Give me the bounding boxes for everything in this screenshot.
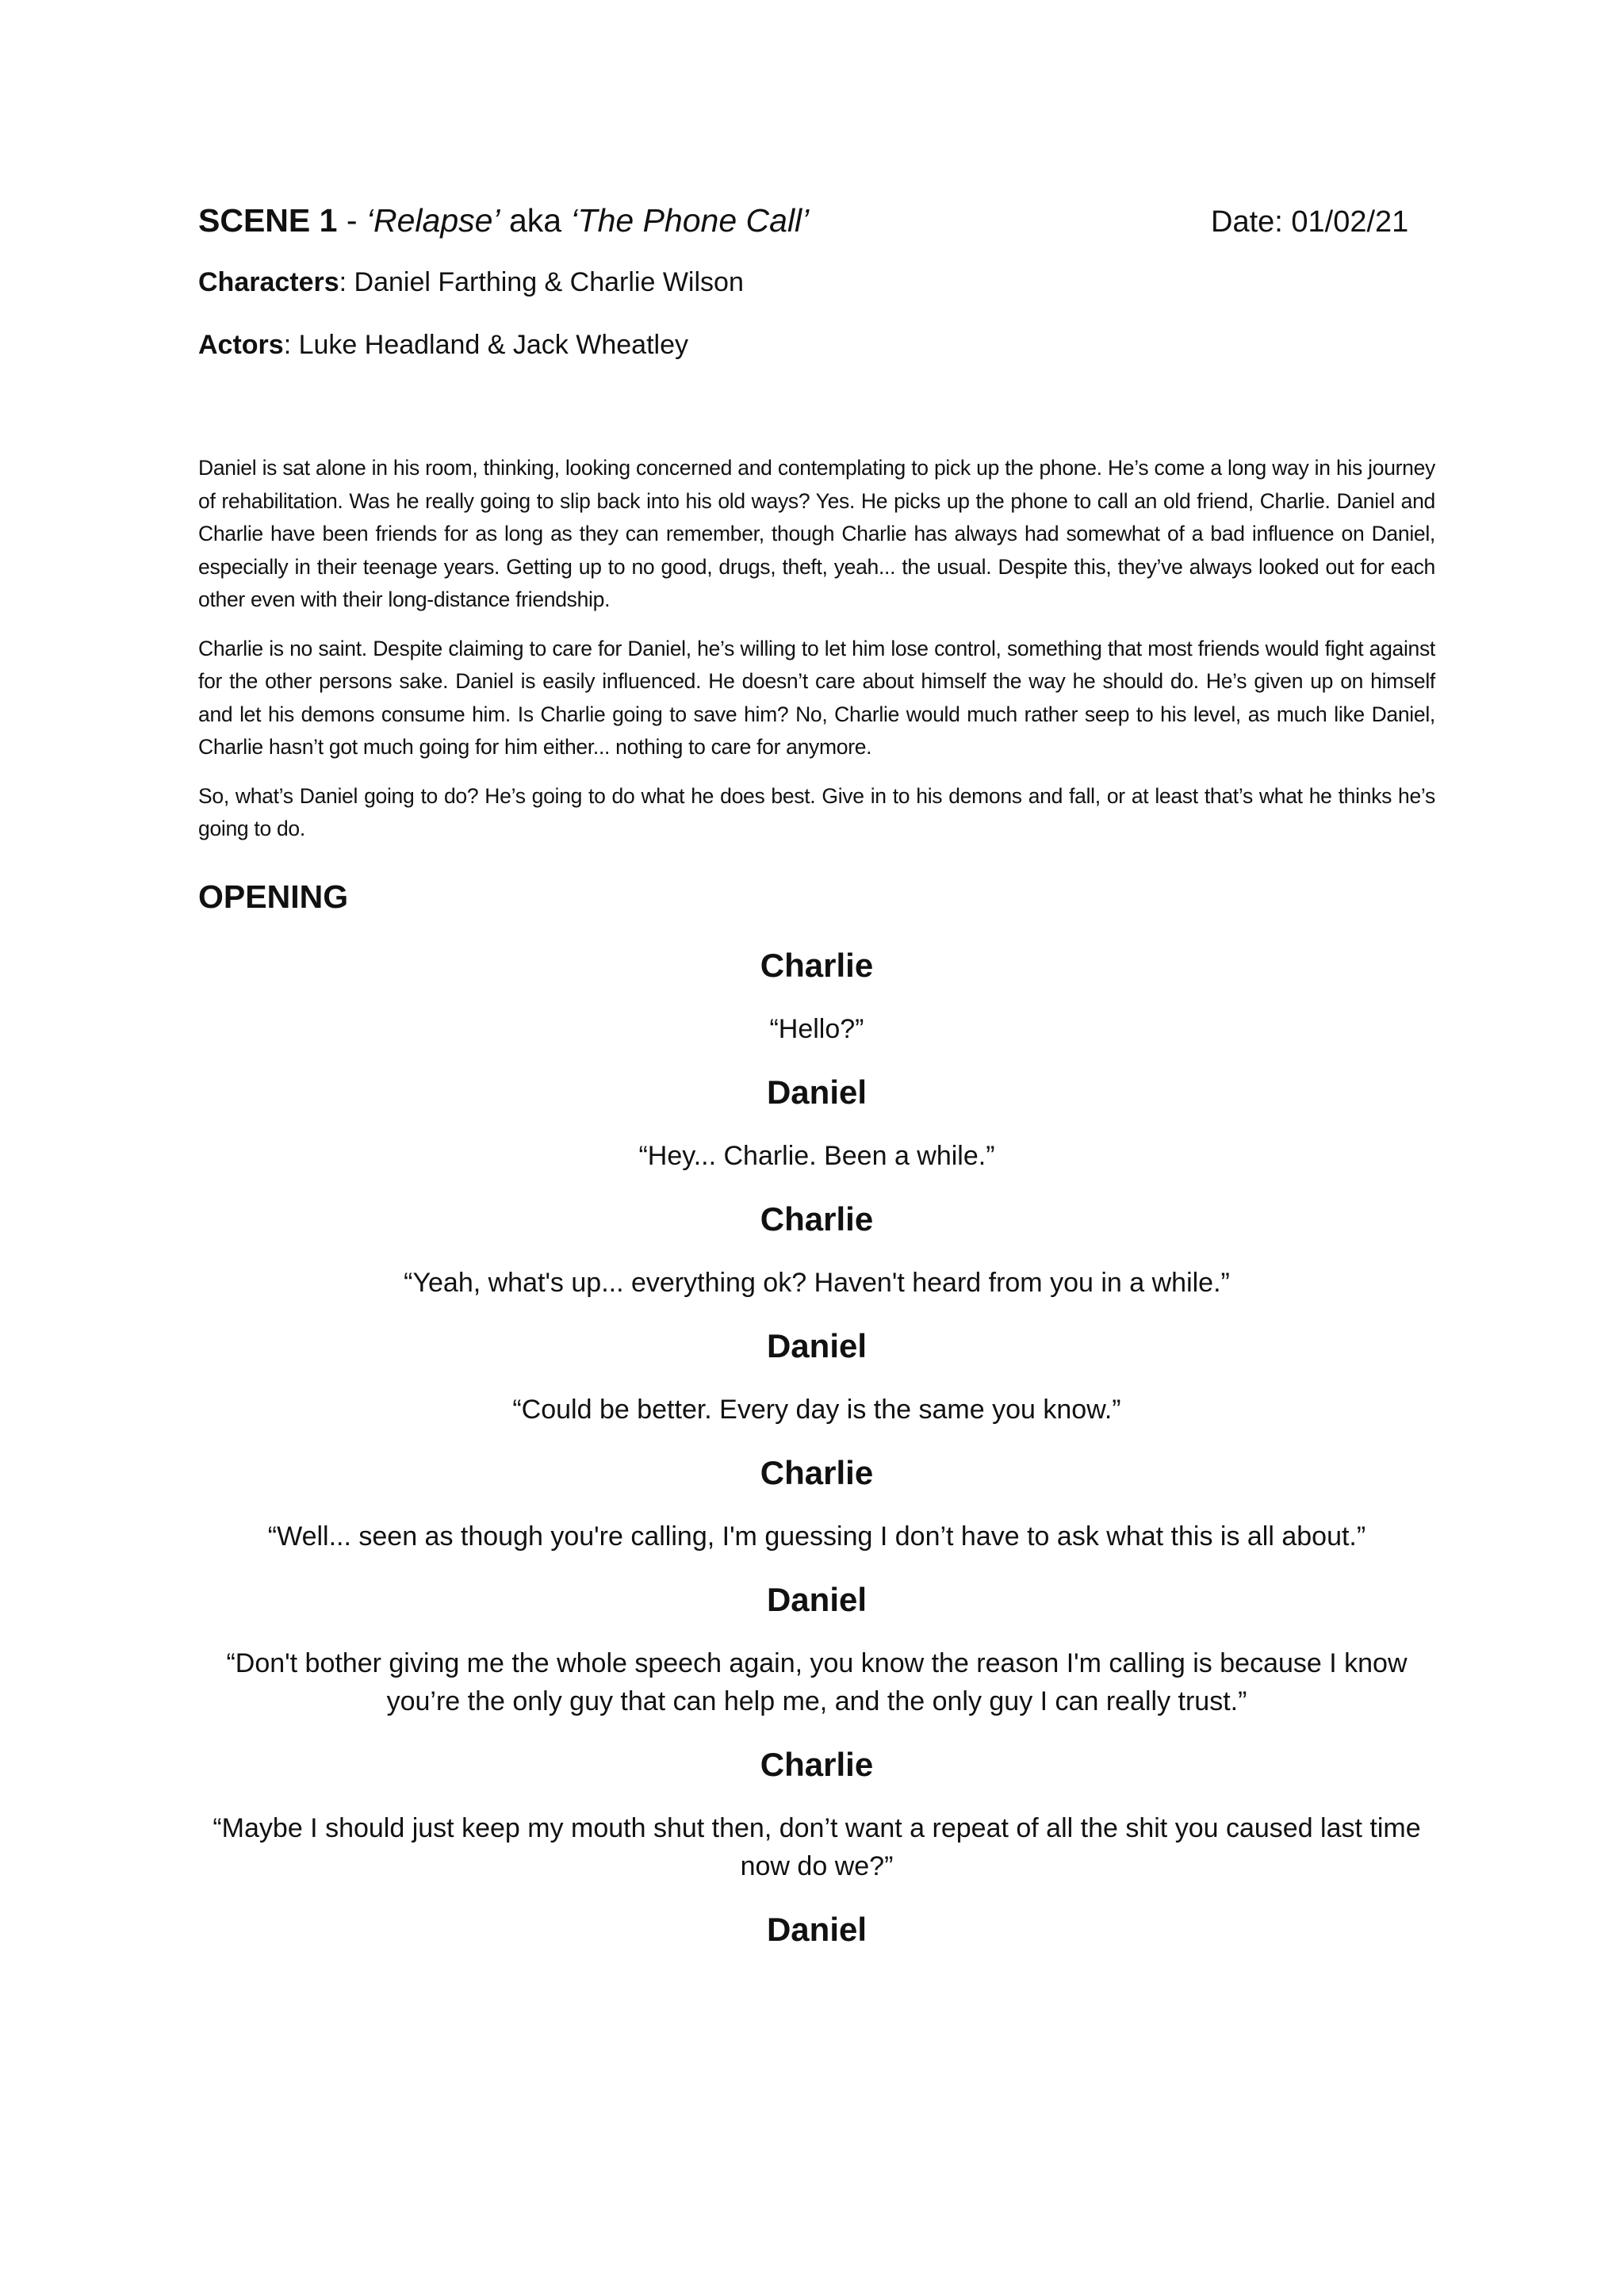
synopsis: [198, 452, 1435, 862]
aka-text: aka: [500, 202, 571, 239]
synopsis-paragraph: Charlie is no saint. Despite claiming to care for Daniel, he’s willing to let him lose control, something that most friends would fight against for the other persons sake. Daniel is easily influenced. He doesn’t care about himself the way he should do. He’s given up on himself and let his demons consume him. Is Charlie going to save him? No, Charlie would much rather seep to his level, as much like Daniel, Charlie hasn’t got much going for him either... nothing to care for anymore.: [198, 636, 1435, 759]
characters-label: Characters: [198, 267, 339, 297]
dialogue-line: “Hey... Charlie. Been a while.”: [638, 1141, 995, 1171]
speaker-name: Daniel: [766, 1911, 868, 1948]
scene-title-alt: ‘The Phone Call’: [570, 202, 810, 239]
dialogue-line: “Hello?”: [769, 1014, 864, 1044]
scene-title-main: ‘Relapse’: [366, 202, 500, 239]
actors-line: [198, 327, 688, 362]
speaker-name: Daniel: [766, 1327, 868, 1364]
speaker-name: Daniel: [766, 1581, 868, 1618]
synopsis-paragraph: So, what’s Daniel going to do? He’s going to do what he does best. Give in to his demons and fall, or at least that’s what he thinks he’s going to do.: [198, 783, 1435, 840]
scene-title: [198, 198, 809, 243]
speaker-name: Charlie: [760, 947, 874, 984]
actors-value: : Luke Headland & Jack Wheatley: [283, 330, 688, 360]
actors-label: Actors: [198, 330, 284, 360]
dialogue-line: “Well... seen as though you're calling, I'm guessing I don’t have to ask what this is all about.”: [267, 1521, 1366, 1552]
section-heading: OPENING: [198, 878, 349, 915]
scene-date: Date: 01/02/21: [1211, 205, 1409, 239]
scene-header: [198, 198, 1435, 243]
dialogue-line: “Maybe I should just keep my mouth shut then, don’t want a repeat of all the shit you caused last time now do we?”: [213, 1813, 1421, 1881]
dialogue-line: “Yeah, what's up... everything ok? Haven't heard from you in a while.”: [404, 1268, 1230, 1298]
dialogue-line: “Don't bother giving me the whole speech again, you know the reason I'm calling is because I know you’re the only guy that can help me, and the only guy I can really trust.”: [226, 1648, 1408, 1716]
speaker-name: Charlie: [760, 1200, 874, 1238]
speaker-name: Charlie: [760, 1454, 874, 1491]
characters-value: : Daniel Farthing & Charlie Wilson: [339, 267, 744, 297]
scene-label: SCENE 1: [198, 202, 338, 239]
dialogue: [198, 943, 1435, 1952]
dialogue-line: “Could be better. Every day is the same you know.”: [512, 1395, 1121, 1425]
synopsis-paragraph: Daniel is sat alone in his room, thinking, looking concerned and contemplating to pick up the phone. He’s come a long way in his journey of rehabilitation. Was he really going to slip back into his old ways? Yes. He picks up the phone to call an old friend, Charlie. Daniel and Charlie have been friends for as long as they can remember, though Charlie has always had somewhat of a bad influence on Daniel, especially in their teenage years. Getting up to no good, drugs, theft, yeah... the usual. Despite this, they’ve always looked out for each other even with their long-distance friendship.: [198, 456, 1435, 611]
characters-line: [198, 265, 744, 300]
script-page: [198, 198, 1435, 1948]
speaker-name: Daniel: [766, 1073, 868, 1111]
title-separator: -: [337, 202, 366, 239]
speaker-name: Charlie: [760, 1746, 874, 1783]
